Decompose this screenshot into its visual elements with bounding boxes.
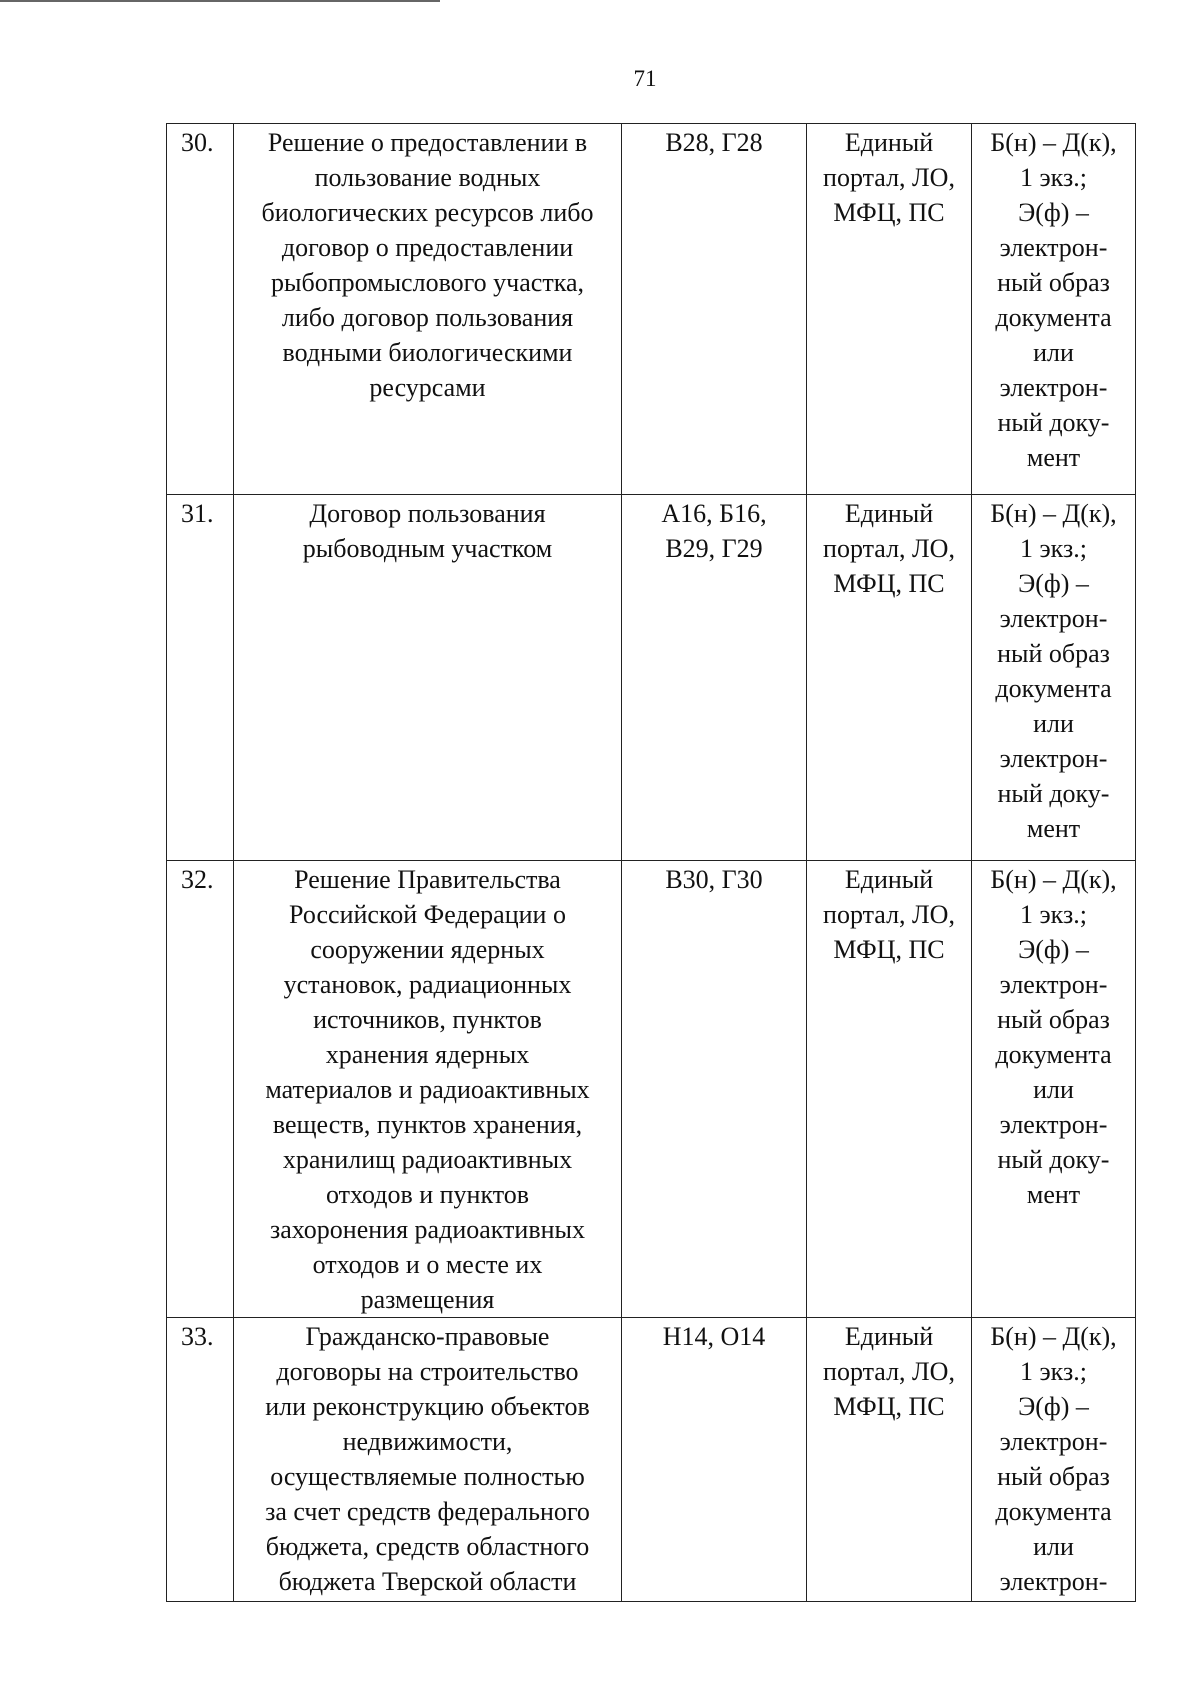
form-line: мент xyxy=(1026,1180,1081,1209)
document-title-line: отходов и пунктов xyxy=(325,1180,530,1209)
form-line: электрон- xyxy=(999,233,1108,262)
code-line: А16, Б16, xyxy=(661,499,767,528)
form-line: Э(ф) – xyxy=(1018,935,1089,964)
form-line: или xyxy=(1033,338,1074,367)
document-title-line: Российской Федерации о xyxy=(289,900,566,929)
row-number: 33. xyxy=(167,1318,234,1602)
form-line: электрон- xyxy=(999,1427,1108,1456)
form-line: ный образ xyxy=(997,268,1110,297)
code-line: В29, Г29 xyxy=(665,534,763,563)
channel-cell xyxy=(807,861,972,1318)
document-title-cell xyxy=(234,495,622,861)
channel-line: Единый xyxy=(844,499,934,528)
document-title-line: установок, радиационных xyxy=(283,970,572,999)
form-line: мент xyxy=(1026,443,1081,472)
form-line: или xyxy=(1033,1075,1074,1104)
table-row xyxy=(167,1318,1136,1602)
form-line: документа xyxy=(995,303,1112,332)
form-line: Б(н) – Д(к), xyxy=(990,1322,1117,1351)
form-line: электрон- xyxy=(999,604,1108,633)
form-line: электрон- xyxy=(999,373,1108,402)
channel-line: портал, ЛО, xyxy=(823,900,955,929)
table-row xyxy=(167,124,1136,495)
form-line: электрон- xyxy=(999,1110,1108,1139)
document-title-line: или реконструкцию объектов xyxy=(265,1392,590,1421)
registry-table xyxy=(166,123,1136,1602)
code-line: В30, Г30 xyxy=(665,865,763,894)
channel-line: портал, ЛО, xyxy=(823,534,955,563)
form-line: ный доку- xyxy=(997,1145,1110,1174)
channel-line: Единый xyxy=(844,128,934,157)
document-title-line: Решение Правительства xyxy=(294,865,561,894)
document-title-line: веществ, пунктов хранения, xyxy=(272,1110,583,1139)
form-line: документа xyxy=(995,1497,1112,1526)
document-title-line: биологических ресурсов либо xyxy=(261,198,594,227)
form-line: электрон- xyxy=(999,1567,1108,1596)
form-line: Б(н) – Д(к), xyxy=(990,128,1117,157)
form-cell xyxy=(972,861,1136,1318)
channel-line: МФЦ, ПС xyxy=(833,935,945,964)
form-line: ный доку- xyxy=(997,408,1110,437)
document-title-line: водными биологическими xyxy=(282,338,573,367)
document-title-line: пользование водных xyxy=(314,163,541,192)
form-line: Э(ф) – xyxy=(1018,198,1089,227)
row-number: 30. xyxy=(167,124,234,495)
document-title-line: размещения xyxy=(360,1285,495,1314)
form-line: 1 экз.; xyxy=(1020,163,1087,192)
channel-cell xyxy=(807,1318,972,1602)
document-title-line: договор о предоставлении xyxy=(281,233,574,262)
code-line: Н14, О14 xyxy=(662,1322,766,1351)
document-title-line: бюджета Тверской области xyxy=(278,1567,577,1596)
channel-line: Единый xyxy=(844,865,934,894)
document-title-line: ресурсами xyxy=(369,373,486,402)
form-line: электрон- xyxy=(999,970,1108,999)
channel-line: портал, ЛО, xyxy=(823,163,955,192)
form-line: ный образ xyxy=(997,1005,1110,1034)
form-line: 1 экз.; xyxy=(1020,534,1087,563)
form-line: документа xyxy=(995,674,1112,703)
document-title-line: источников, пунктов xyxy=(313,1005,542,1034)
form-cell xyxy=(972,495,1136,861)
form-line: документа xyxy=(995,1040,1112,1069)
codes-cell xyxy=(622,495,807,861)
document-title-line: недвижимости, xyxy=(342,1427,513,1456)
channel-cell xyxy=(807,124,972,495)
table-row xyxy=(167,495,1136,861)
form-line: Э(ф) – xyxy=(1018,1392,1089,1421)
codes-cell xyxy=(622,861,807,1318)
document-title-cell xyxy=(234,861,622,1318)
form-line: Б(н) – Д(к), xyxy=(990,865,1117,894)
form-line: 1 экз.; xyxy=(1020,1357,1087,1386)
codes-cell xyxy=(622,1318,807,1602)
document-title-line: Гражданско-правовые xyxy=(305,1322,550,1351)
channel-cell xyxy=(807,495,972,861)
channel-line: портал, ЛО, xyxy=(823,1357,955,1386)
document-title-cell xyxy=(234,1318,622,1602)
form-line: электрон- xyxy=(999,744,1108,773)
document-title-line: Договор пользования xyxy=(309,499,546,528)
document-title-line: осуществляемые полностью xyxy=(270,1462,585,1491)
document-title-cell xyxy=(234,124,622,495)
table-row xyxy=(167,861,1136,1318)
form-line: Э(ф) – xyxy=(1018,569,1089,598)
document-title-line: материалов и радиоактивных xyxy=(265,1075,590,1104)
form-line: 1 экз.; xyxy=(1020,900,1087,929)
form-line: Б(н) – Д(к), xyxy=(990,499,1117,528)
form-line: ный образ xyxy=(997,1462,1110,1491)
form-line: или xyxy=(1033,1532,1074,1561)
form-cell xyxy=(972,124,1136,495)
channel-line: МФЦ, ПС xyxy=(833,569,945,598)
document-title-line: либо договор пользования xyxy=(281,303,574,332)
document-title-line: договоры на строительство xyxy=(276,1357,579,1386)
document-title-line: хранилищ радиоактивных xyxy=(282,1145,573,1174)
code-line: В28, Г28 xyxy=(665,128,763,157)
row-number: 31. xyxy=(167,495,234,861)
channel-line: МФЦ, ПС xyxy=(833,198,945,227)
row-number: 32. xyxy=(167,861,234,1318)
document-title-line: рыбопромыслового участка, xyxy=(271,268,584,297)
document-title-line: Решение о предоставлении в xyxy=(267,128,588,157)
document-title-line: отходов и о месте их xyxy=(312,1250,543,1279)
form-line: мент xyxy=(1026,814,1081,843)
form-line: или xyxy=(1033,709,1074,738)
form-line: ный образ xyxy=(997,639,1110,668)
channel-line: Единый xyxy=(844,1322,934,1351)
scan-edge-line xyxy=(0,0,440,2)
document-title-line: сооружении ядерных xyxy=(310,935,545,964)
form-cell xyxy=(972,1318,1136,1602)
document-title-line: рыбоводным участком xyxy=(302,534,553,563)
document-title-line: за счет средств федерального xyxy=(265,1497,590,1526)
page-number: 71 xyxy=(633,66,657,91)
document-title-line: бюджета, средств областного xyxy=(265,1532,590,1561)
document-title-line: захоронения радиоактивных xyxy=(269,1215,585,1244)
document-title-line: хранения ядерных xyxy=(325,1040,530,1069)
codes-cell xyxy=(622,124,807,495)
channel-line: МФЦ, ПС xyxy=(833,1392,945,1421)
form-line: ный доку- xyxy=(997,779,1110,808)
